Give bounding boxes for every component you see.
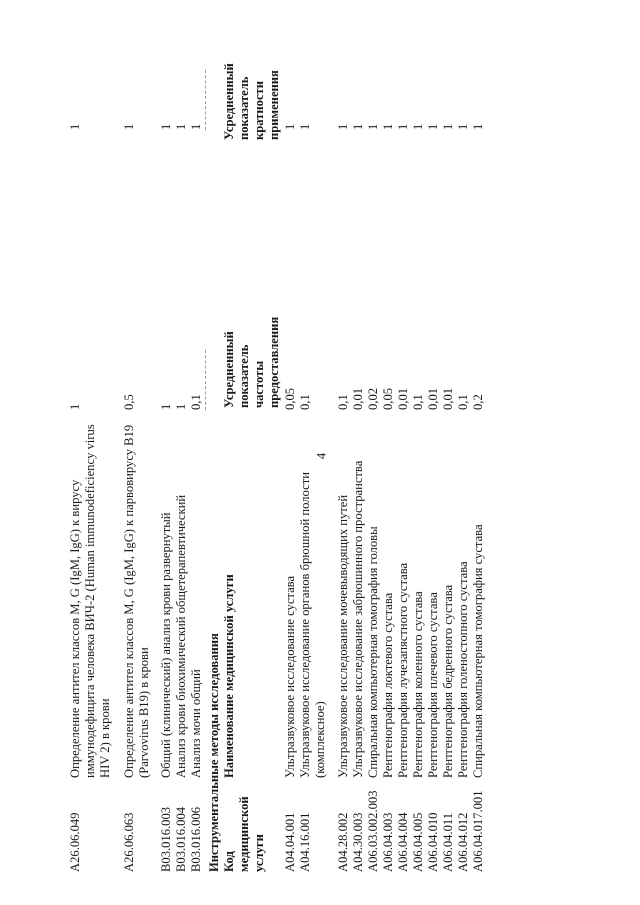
frequency-value: 0,1	[456, 394, 470, 410]
multiplicity-value: 1	[441, 123, 455, 130]
service-name: Анализ мочи общий	[189, 669, 203, 778]
multiplicity-value: 1	[471, 123, 485, 130]
multiplicity-value: 1	[283, 123, 297, 130]
multiplicity-value: 1	[122, 123, 136, 130]
frequency-value: 0,05	[283, 387, 297, 410]
header-frequency: Усредненный показатель частоты предоставления	[222, 316, 281, 408]
service-name: Определение антител классов M, G (IgM, IgG) к вирусу иммунодефицита человека ВИЧ-2 (Human immunodeficiency virus HIV 2) в крови	[68, 424, 112, 778]
service-name: Ультразвуковое исследование мочевыводящих путей	[336, 494, 350, 778]
service-code: A06.04.010	[426, 812, 440, 872]
multiplicity-value: 1	[456, 123, 470, 130]
service-code: A06.04.017.001	[471, 790, 485, 872]
frequency-value: 0,1	[411, 394, 425, 410]
multiplicity-value: 1	[336, 123, 350, 130]
multiplicity-value: 1	[159, 123, 173, 130]
service-code: A04.04.001	[283, 812, 297, 872]
multiplicity-value: 1	[366, 123, 380, 130]
service-name: Рентгенография плечевого сустава	[426, 592, 440, 778]
service-name: Ультразвуковое исследование сустава	[283, 575, 297, 778]
service-code: A04.30.003	[351, 812, 365, 872]
header-code: Код медицинской услуги	[222, 796, 266, 872]
header-name: Наименование медицинской услуги	[222, 574, 236, 778]
service-code: A06.04.005	[411, 812, 425, 872]
frequency-value: 0,01	[396, 387, 410, 410]
service-name: Ультразвуковое исследование органов брюшной полости (комплексное)	[298, 472, 327, 778]
service-name: Рентгенография локтевого сустава	[381, 592, 395, 778]
multiplicity-value: 1	[174, 123, 188, 130]
multiplicity-value: 1	[396, 123, 410, 130]
multiplicity-value: 1	[298, 123, 312, 130]
service-code: A26.06.049	[68, 812, 82, 872]
service-code: A06.04.011	[441, 812, 455, 872]
dashed-divider	[205, 70, 206, 130]
section-title: Инструментальные методы исследования	[207, 633, 221, 872]
header-multiplicity: Усредненный показатель кратности применения	[222, 63, 281, 140]
service-name: Спиральная компьютерная томография головы	[366, 526, 380, 778]
service-name: Рентгенография коленного сустава	[411, 591, 425, 778]
rotated-table-sheet	[66, 60, 536, 872]
service-name: Определение антител классов M, G (IgM, IgG) к парвовирусу B19 (Parvovirus B19) в крови	[122, 424, 151, 778]
frequency-value: 0,1	[336, 394, 350, 410]
service-name: Рентгенография голеностопного сустава	[456, 561, 470, 778]
multiplicity-value: 1	[426, 123, 440, 130]
frequency-value: 0,02	[366, 387, 380, 410]
service-code: B03.016.004	[174, 806, 188, 872]
multiplicity-value: 1	[381, 123, 395, 130]
service-code: A04.16.001	[298, 812, 312, 872]
frequency-value: 1	[174, 403, 188, 410]
page-number: 4	[313, 452, 329, 460]
frequency-value: 0,01	[351, 387, 365, 410]
multiplicity-value: 1	[189, 123, 203, 130]
service-name: Спиральная компьютерная томография сустава	[471, 524, 485, 778]
frequency-value: 1	[68, 403, 82, 410]
service-code: A04.28.002	[336, 812, 350, 872]
service-name: Ультразвуковое исследование забрюшинного пространства	[351, 460, 365, 778]
multiplicity-value: 1	[411, 123, 425, 130]
frequency-value: 0,05	[381, 387, 395, 410]
service-code: A06.04.004	[396, 812, 410, 872]
service-code: A06.04.012	[456, 812, 470, 872]
frequency-value: 0,01	[426, 387, 440, 410]
frequency-value: 1	[159, 403, 173, 410]
service-code: A06.04.003	[381, 812, 395, 872]
frequency-value: 0,2	[471, 394, 485, 410]
dashed-divider	[205, 350, 206, 410]
frequency-value: 0,1	[189, 394, 203, 410]
service-code: B03.016.006	[189, 806, 203, 872]
multiplicity-value: 1	[68, 123, 82, 130]
service-code: A26.06.063	[122, 812, 136, 872]
service-name: Рентгенография лучезапястного сустава	[396, 562, 410, 778]
service-name: Анализ крови биохимический общетерапевтический	[174, 494, 188, 778]
multiplicity-value: 1	[351, 123, 365, 130]
service-code: A06.03.002.003	[366, 790, 380, 872]
service-name: Общий (клинический) анализ крови развернутый	[159, 512, 173, 778]
service-name: Рентгенография бедренного сустава	[441, 584, 455, 778]
service-code: B03.016.003	[159, 806, 173, 872]
frequency-value: 0,5	[122, 394, 136, 410]
frequency-value: 0,1	[298, 394, 312, 410]
frequency-value: 0,01	[441, 387, 455, 410]
